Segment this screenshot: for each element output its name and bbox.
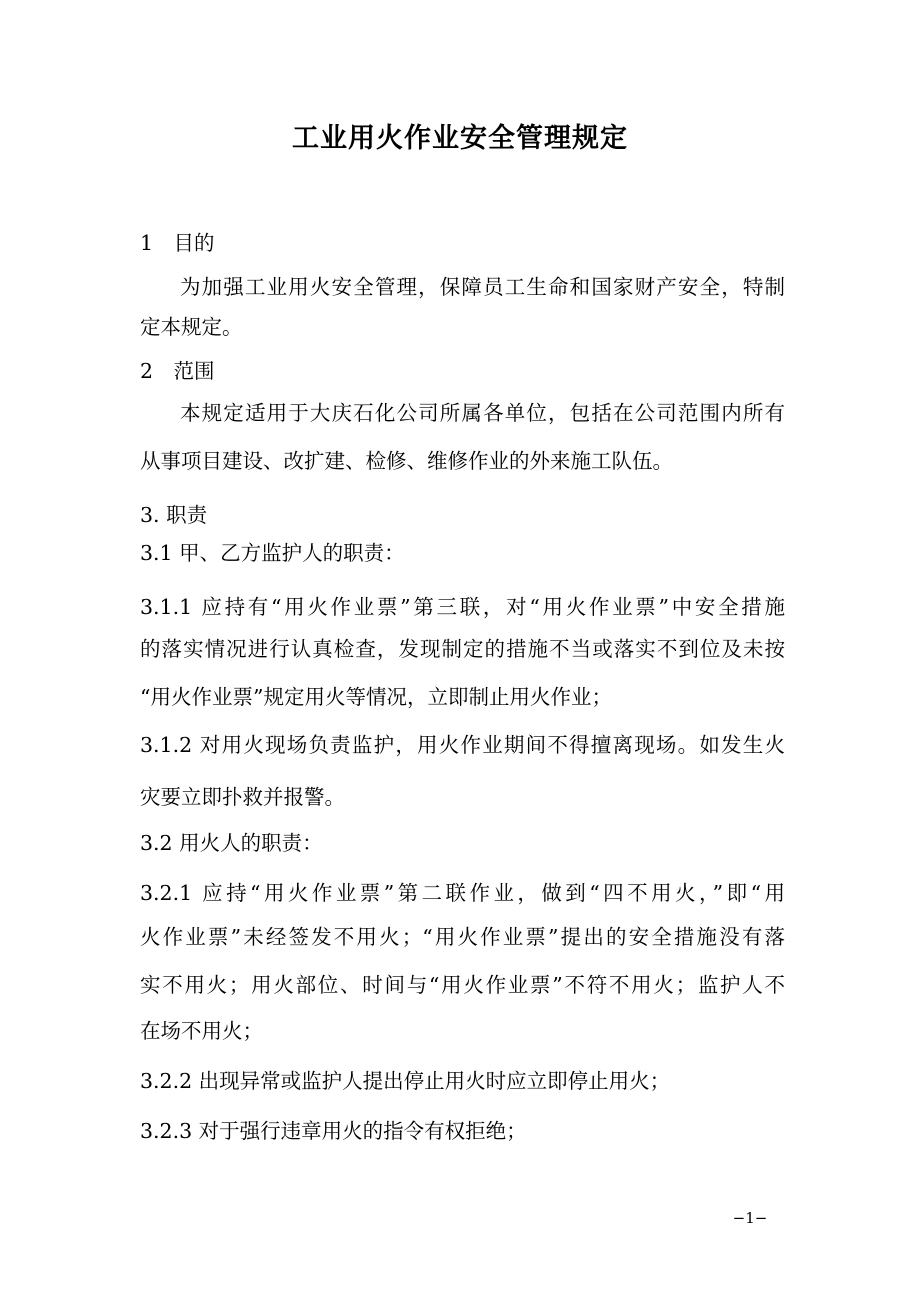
paragraph-line: 的落实情况进行认真检查，发现制定的措施不当或落实不到位及未按 xyxy=(140,637,785,661)
paragraph-line: “用火作业票”规定用火等情况，立即制止用火作业； xyxy=(140,685,612,709)
paragraph-line: 实不用火；用火部位、时间与“用火作业票”不符不用火；监护人不 xyxy=(140,973,785,997)
document-title: 工业用火作业安全管理规定 xyxy=(292,123,628,154)
paragraph-line: 在场不用火； xyxy=(140,1019,263,1043)
section-heading-purpose: 1 目的 xyxy=(140,231,215,255)
paragraph-line: 3.1.1 应持有“用火作业票”第三联，对“用火作业票”中安全措施 xyxy=(140,595,785,619)
paragraph-line: 3.2.2 出现异常或监护人提出停止用火时应立即停止用火； xyxy=(140,1069,671,1093)
subsection-heading: 3.1 甲、乙方监护人的职责： xyxy=(140,541,405,565)
subsection-heading: 3.2 用火人的职责： xyxy=(140,831,323,855)
paragraph-line: 3.1.2 对用火现场负责监护，用火作业期间不得擅离现场。如发生火 xyxy=(140,733,785,757)
paragraph-line: 灾要立即扑救并报警。 xyxy=(140,785,345,809)
section-heading-responsibilities: 3. 职责 xyxy=(140,503,208,527)
paragraph-line: 从事项目建设、改扩建、检修、维修作业的外来施工队伍。 xyxy=(140,449,673,473)
paragraph-line: 3.2.3 对于强行违章用火的指令有权拒绝； xyxy=(140,1119,527,1143)
page-number: −1− xyxy=(732,1209,768,1227)
section-heading-scope: 2 范围 xyxy=(140,359,215,383)
paragraph-line: 本规定适用于大庆石化公司所属各单位，包括在公司范围内所有 xyxy=(180,401,785,425)
paragraph-line: 为加强工业用火安全管理，保障员工生命和国家财产安全，特制 xyxy=(180,275,785,299)
paragraph-line: 3.2.1 应持“用火作业票”第二联作业，做到“四不用火，”即“用 xyxy=(140,881,785,905)
paragraph-line: 定本规定。 xyxy=(140,315,243,339)
paragraph-line: 火作业票”未经签发不用火；“用火作业票”提出的安全措施没有落 xyxy=(140,925,785,949)
